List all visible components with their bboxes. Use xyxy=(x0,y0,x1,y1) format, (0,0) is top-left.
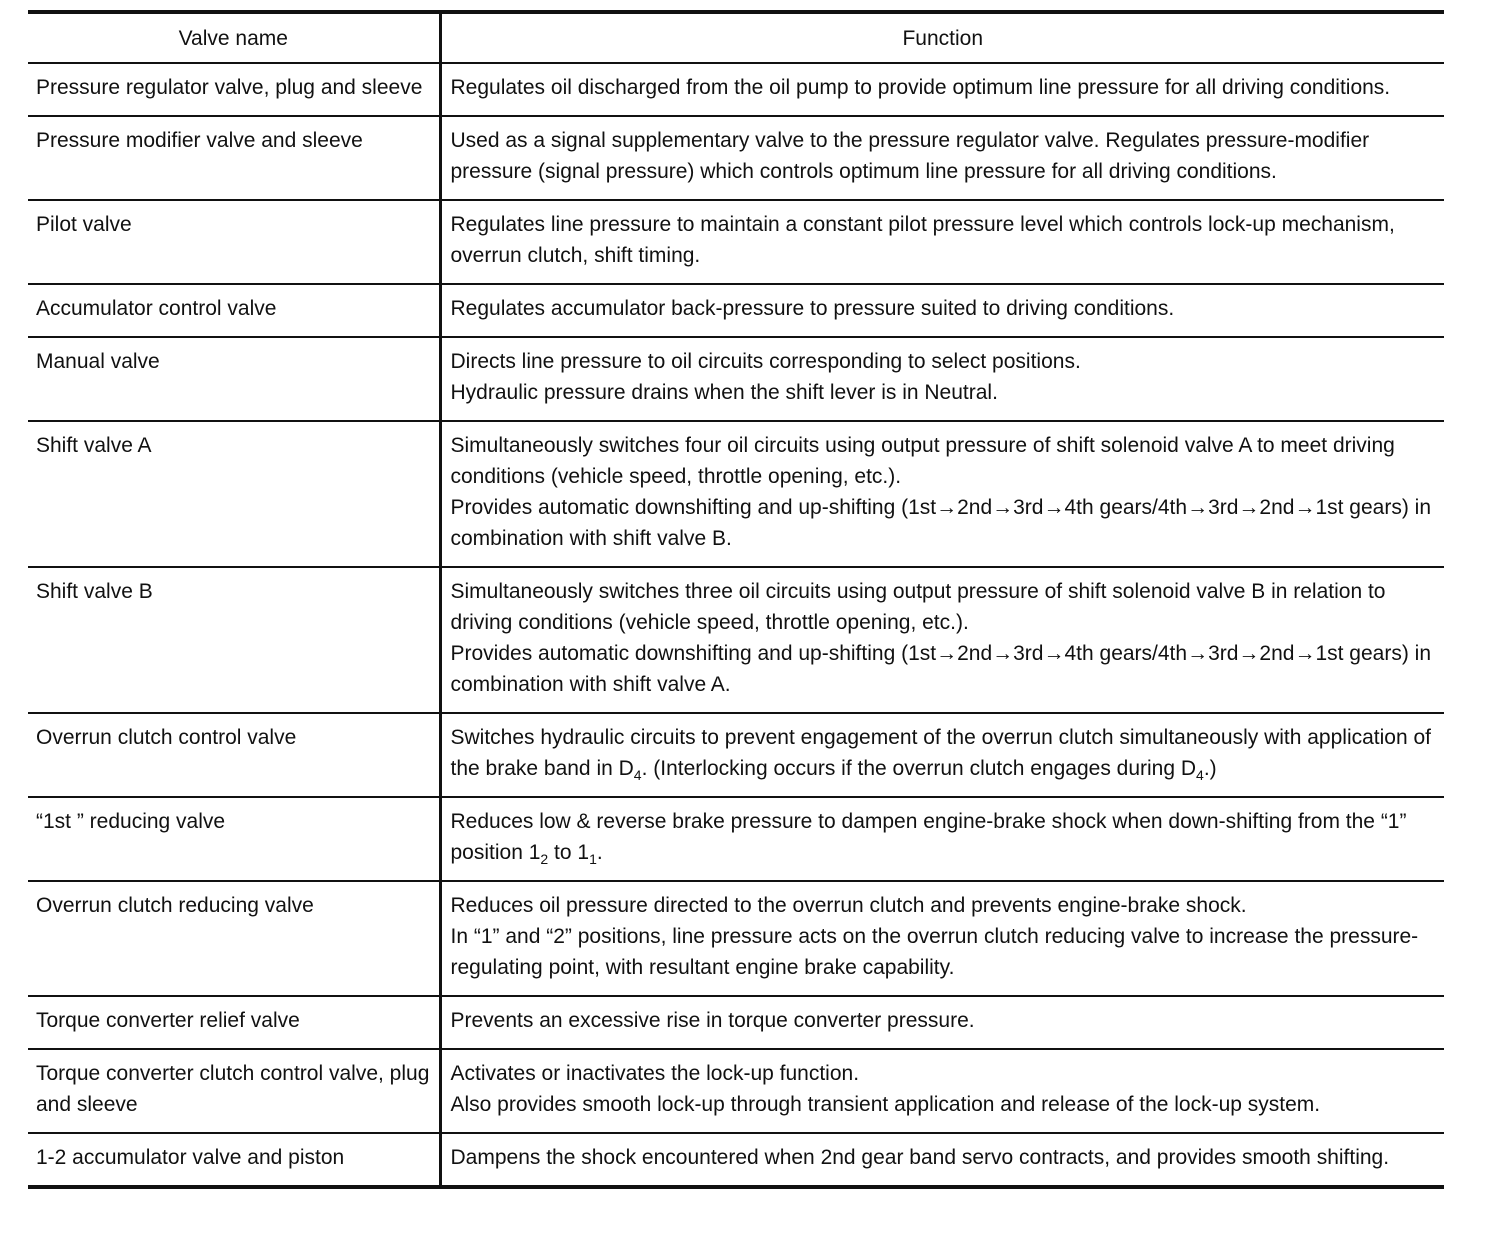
function-cell xyxy=(440,200,1444,284)
valve-name-cell: Accumulator control valve xyxy=(28,284,440,337)
valve-name-cell: Pressure modifier valve and sleeve xyxy=(28,116,440,200)
valve-name-cell: Pressure regulator valve, plug and sleeve xyxy=(28,63,440,116)
function-cell xyxy=(440,1133,1444,1187)
function-cell xyxy=(440,284,1444,337)
function-cell xyxy=(440,116,1444,200)
function-text: Directs line pressure to oil circuits corresponding to select positions. xyxy=(450,350,1081,373)
table-row xyxy=(28,337,1444,421)
valve-name-cell: Shift valve B xyxy=(28,567,440,713)
function-text: Regulates oil discharged from the oil pump to provide optimum line pressure for all driving conditions. xyxy=(450,76,1391,99)
function-text: Provides automatic downshifting and up-shifting (1st→2nd→3rd→4th gears/4th→3rd→2nd→1st gears) in combination with shift valve B. xyxy=(450,496,1432,550)
function-text: Used as a signal supplementary valve to the pressure regulator valve. Regulates pressure-modifier pressure (signal pressure) which controls optimum line pressure for all driving conditions. xyxy=(450,129,1370,183)
table-row xyxy=(28,567,1444,713)
function-text xyxy=(451,722,1435,784)
table-row xyxy=(28,200,1444,284)
function-text: Prevents an excessive rise in torque converter pressure. xyxy=(450,1009,975,1032)
header-function: Function xyxy=(440,12,1444,63)
function-cell xyxy=(440,797,1444,881)
function-text-part: . xyxy=(596,841,603,864)
valve-name-cell: “1st ” reducing valve xyxy=(28,797,440,881)
function-cell xyxy=(440,567,1444,713)
table-row xyxy=(28,1049,1444,1133)
function-text-part: Switches hydraulic circuits to prevent engagement of the overrun clutch simultaneously with application of the brake band in D xyxy=(450,726,1432,780)
table-body xyxy=(28,63,1444,1187)
function-text xyxy=(451,806,1435,868)
function-text-part: .) xyxy=(1203,757,1217,780)
table-row xyxy=(28,797,1444,881)
function-cell xyxy=(440,881,1444,996)
function-text: Dampens the shock encountered when 2nd gear band servo contracts, and provides smooth shifting. xyxy=(450,1146,1390,1169)
table-row xyxy=(28,713,1444,797)
valve-function-table-container xyxy=(28,10,1444,1189)
valve-name-cell: 1-2 accumulator valve and piston xyxy=(28,1133,440,1187)
subscript-text: 2 xyxy=(540,851,549,867)
function-cell xyxy=(440,63,1444,116)
function-text: Hydraulic pressure drains when the shift lever is in Neutral. xyxy=(450,381,998,404)
valve-name-cell: Overrun clutch control valve xyxy=(28,713,440,797)
valve-name-cell: Overrun clutch reducing valve xyxy=(28,881,440,996)
valve-name-cell: Torque converter clutch control valve, plug and sleeve xyxy=(28,1049,440,1133)
function-text-part: . (Interlocking occurs if the overrun clutch engages during D xyxy=(641,757,1197,780)
table-row xyxy=(28,421,1444,567)
valve-name-cell: Shift valve A xyxy=(28,421,440,567)
table-row xyxy=(28,996,1444,1049)
table-header-row xyxy=(28,12,1444,63)
function-cell xyxy=(440,337,1444,421)
function-cell xyxy=(440,1049,1444,1133)
table-row xyxy=(28,63,1444,116)
valve-name-cell: Pilot valve xyxy=(28,200,440,284)
function-text: In “1” and “2” positions, line pressure acts on the overrun clutch reducing valve to increase the pressure-regulating point, with resultant engine brake capability. xyxy=(450,925,1419,979)
function-text: Activates or inactivates the lock-up function. xyxy=(450,1062,860,1085)
function-text: Simultaneously switches three oil circuits using output pressure of shift solenoid valve B in relation to driving conditions (vehicle speed, throttle opening, etc.). xyxy=(450,580,1386,634)
table-row xyxy=(28,284,1444,337)
function-cell xyxy=(440,996,1444,1049)
valve-function-table xyxy=(28,10,1444,1189)
function-text-part: to 1 xyxy=(548,841,590,864)
table-row xyxy=(28,116,1444,200)
subscript-text: 4 xyxy=(633,767,642,783)
table-row xyxy=(28,881,1444,996)
valve-name-cell: Manual valve xyxy=(28,337,440,421)
header-valve-name: Valve name xyxy=(28,12,440,63)
function-text-part: Reduces low & reverse brake pressure to dampen engine-brake shock when down-shifting from the “1” position 1 xyxy=(450,810,1407,864)
function-cell xyxy=(440,421,1444,567)
valve-name-cell: Torque converter relief valve xyxy=(28,996,440,1049)
function-text: Provides automatic downshifting and up-shifting (1st→2nd→3rd→4th gears/4th→3rd→2nd→1st gears) in combination with shift valve A. xyxy=(450,642,1432,696)
function-text: Regulates line pressure to maintain a constant pilot pressure level which controls lock-up mechanism, overrun clutch, shift timing. xyxy=(450,213,1395,267)
subscript-text: 1 xyxy=(589,851,597,867)
table-row xyxy=(28,1133,1444,1187)
subscript-text: 4 xyxy=(1196,767,1204,783)
function-cell xyxy=(440,713,1444,797)
function-text: Simultaneously switches four oil circuits using output pressure of shift solenoid valve A to meet driving conditions (vehicle speed, throttle opening, etc.). xyxy=(450,434,1395,488)
function-text: Regulates accumulator back-pressure to pressure suited to driving conditions. xyxy=(450,297,1175,320)
function-text: Reduces oil pressure directed to the overrun clutch and prevents engine-brake shock. xyxy=(450,894,1247,917)
function-text: Also provides smooth lock-up through transient application and release of the lock-up system. xyxy=(450,1093,1321,1116)
